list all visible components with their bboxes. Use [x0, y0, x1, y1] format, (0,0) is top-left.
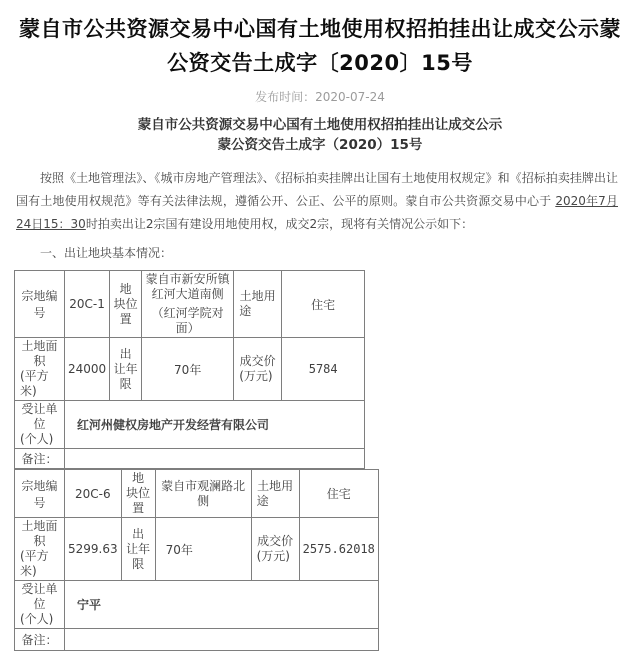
section-heading: 一、出让地块基本情况： [40, 246, 173, 260]
label-block-location [110, 271, 142, 338]
label-block-location-l1: 地 [119, 281, 132, 296]
label-area [15, 338, 65, 401]
label-transferee [15, 401, 65, 449]
label-transferee-l2: (个人) [20, 612, 54, 626]
label-transferee-l1: 受让单位 [21, 582, 58, 611]
label-block-location [121, 470, 155, 518]
label-term [121, 518, 155, 581]
label-area-l2: (平方米) [20, 369, 49, 398]
label-transferee-l2: (个人) [20, 432, 54, 446]
label-block-location-l1: 地 [132, 471, 145, 485]
location-value [155, 470, 251, 518]
page-title: 蒙自市公共资源交易中心国有土地使用权招拍挂出让成交公示蒙公资交告土成字〔2020〕15号 [19, 17, 621, 75]
label-term-l1: 出 [119, 346, 132, 361]
location-value [142, 271, 234, 338]
label-transferee [15, 581, 65, 629]
location-main: 蒙自市新安所镇红河大道南侧 [145, 272, 230, 301]
auction-datetime: 2020年7月24日15：30 [16, 194, 618, 231]
label-price [234, 338, 282, 401]
label-area-l1: 土地面积 [21, 339, 58, 368]
label-land-use-l2: 途 [239, 304, 252, 318]
label-block-location-l2: 块位置 [113, 296, 138, 326]
transferee-value: 宁平 [65, 581, 379, 629]
document-subtitle [6, 115, 634, 155]
table-row [15, 470, 379, 518]
label-term [110, 338, 142, 401]
label-land-use-l2: 途 [256, 493, 269, 508]
land-use-value: 住宅 [299, 470, 378, 518]
area-value: 24000 [65, 338, 110, 401]
label-area-l2: (平方米) [20, 549, 49, 578]
parcel-no-value: 20C-6 [65, 470, 122, 518]
table-row [15, 581, 379, 629]
label-land-use [234, 271, 282, 338]
location-main: 蒙自市观澜路北侧 [161, 478, 246, 508]
table-row [15, 401, 365, 449]
publish-date-value: 2020-07-24 [315, 90, 385, 104]
publish-date [6, 88, 634, 105]
label-land-use-l1: 土地用 [239, 289, 276, 303]
parcel-no-value: 20C-1 [65, 271, 110, 338]
label-block-location-l2: 块位置 [126, 486, 151, 515]
table-row [15, 271, 365, 338]
subtitle-line-2: 蒙公资交告土成字（2020）15号 [217, 137, 423, 153]
label-price-l1: 成交价 [257, 534, 294, 548]
intro-paragraph [16, 167, 618, 236]
term-value: 70年 [142, 338, 234, 401]
label-price-l2: (万元) [256, 549, 290, 563]
label-remarks: 备注： [15, 449, 65, 469]
price-value: 5784 [282, 338, 365, 401]
parcel-table-2 [14, 469, 379, 651]
land-use-value: 住宅 [282, 271, 365, 338]
label-land-use [251, 470, 299, 518]
table-row [15, 629, 379, 651]
label-price [251, 518, 299, 581]
area-value: 5299.63 [65, 518, 122, 581]
remarks-value [65, 449, 365, 469]
label-term-l1: 出 [132, 526, 145, 541]
subtitle-line-1: 蒙自市公共资源交易中心国有土地使用权招拍挂出让成交公示 [137, 117, 503, 133]
label-term-l2: 让年限 [126, 541, 151, 571]
label-area [15, 518, 65, 581]
remarks-value [65, 629, 379, 651]
label-price-l2: (万元) [239, 369, 273, 383]
parcel-table-1 [14, 270, 365, 469]
intro-text-after: 时拍卖出让2宗国有建设用地使用权，成交2宗，现将有关情况公示如下： [85, 217, 474, 231]
table-row [15, 449, 365, 469]
label-transferee-l1: 受让单位 [21, 402, 58, 431]
term-value: 70年 [155, 518, 251, 581]
location-note: （红河学院对面） [151, 306, 224, 335]
label-price-l1: 成交价 [239, 354, 276, 368]
publish-date-label: 发布时间： [255, 90, 316, 104]
price-value: 2575.62018 [299, 518, 378, 581]
label-parcel-no: 宗地编号 [15, 271, 65, 338]
table-row [15, 518, 379, 581]
label-area-l1: 土地面积 [21, 519, 58, 548]
label-parcel-no: 宗地编号 [15, 470, 65, 518]
label-remarks: 备注： [15, 629, 65, 651]
table-row [15, 338, 365, 401]
transferee-value: 红河州健权房地产开发经营有限公司 [65, 401, 365, 449]
label-term-l2: 让年限 [113, 361, 138, 391]
label-land-use-l1: 土地用 [257, 478, 294, 493]
intro-text-before: 按照《土地管理法》、《城市房地产管理法》、《招标拍卖挂牌出让国有土地使用权规定》和《招标拍卖挂牌出让国有土地使用权规范》等有关法律法规，遵循公开、公正、公平的原则。蒙自市公共资源交易中心于 [16, 171, 618, 208]
